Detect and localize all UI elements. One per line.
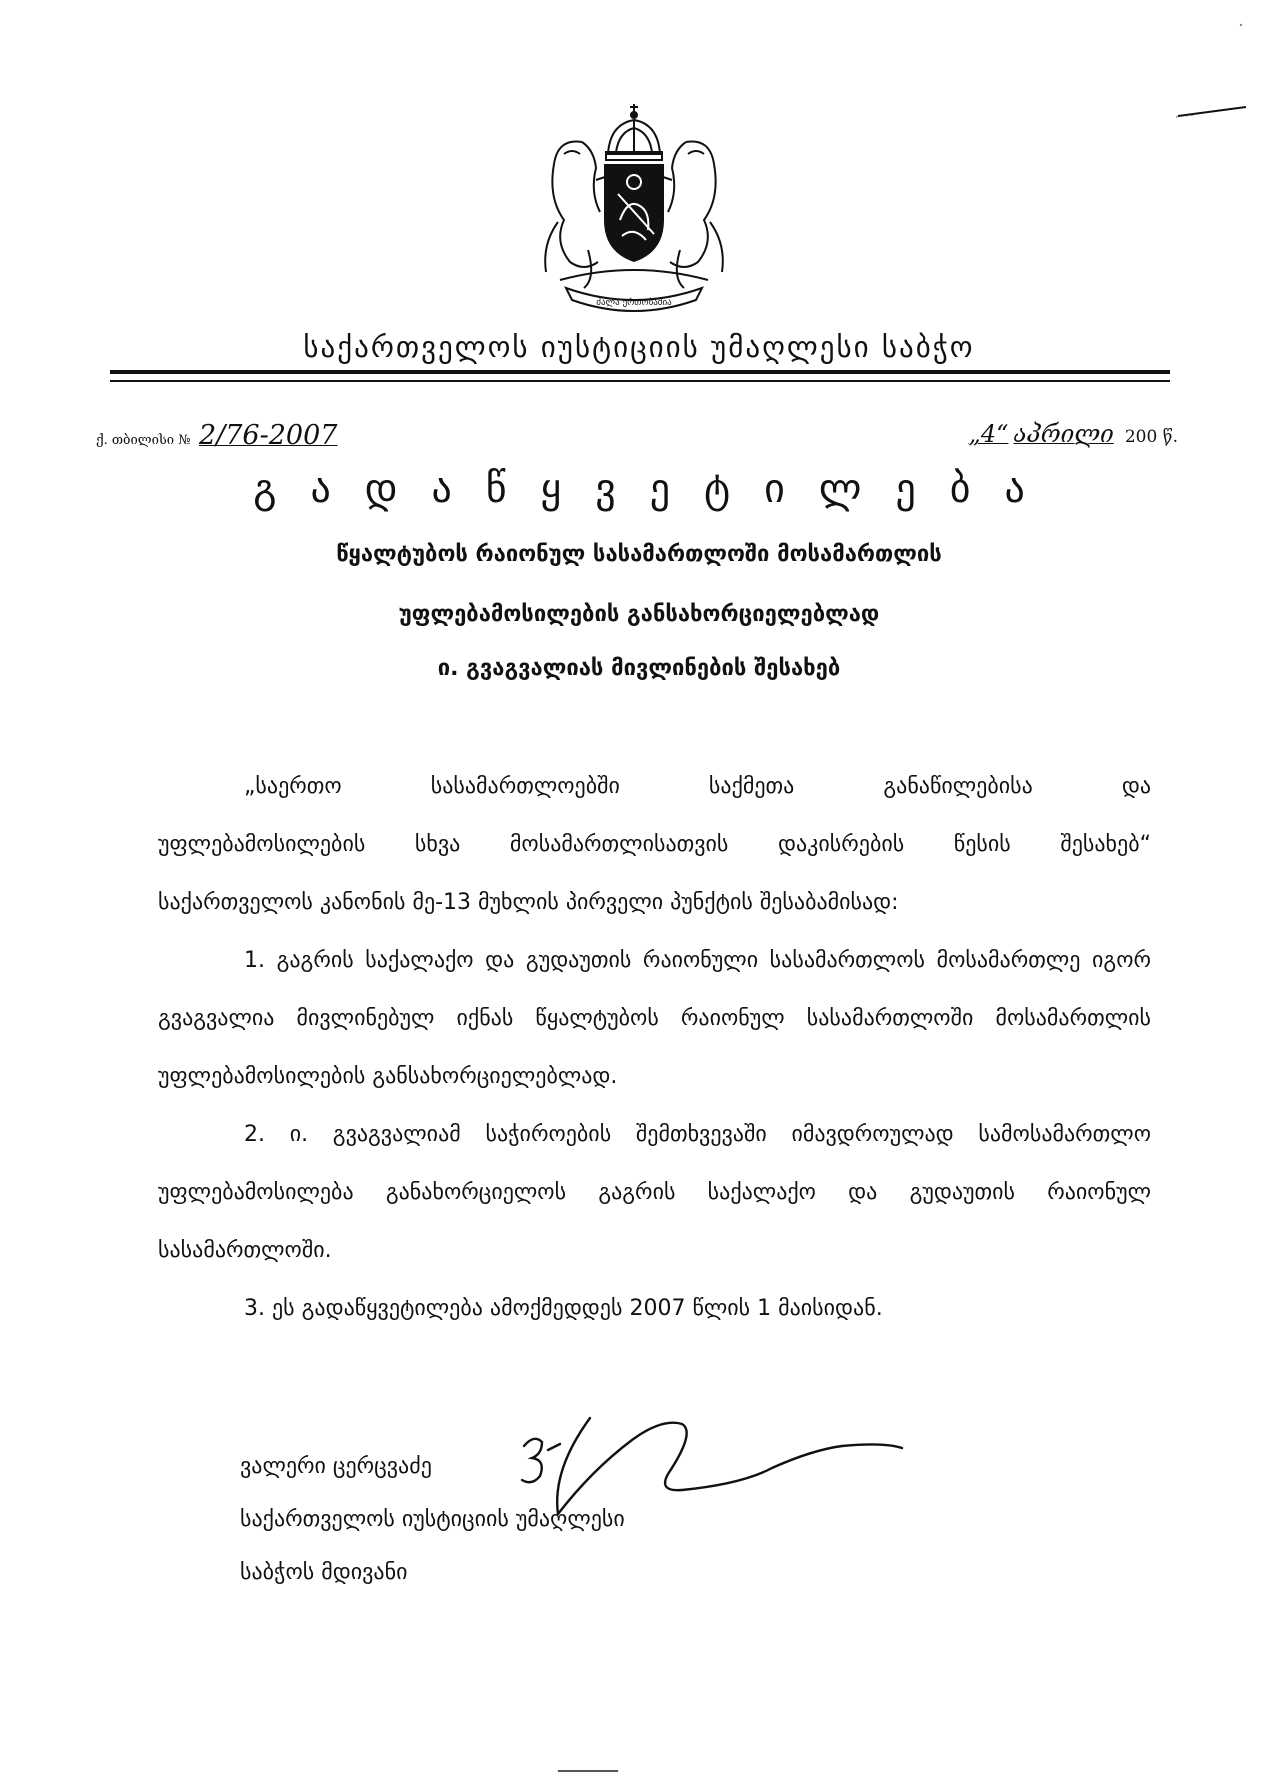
- page-bottom-mark: [558, 1770, 618, 1772]
- signatory-position-line-2: საბჭოს მდივანი: [240, 1560, 408, 1585]
- signatory-name: ვალერი ცერცვაძე: [240, 1454, 432, 1479]
- intro-line-3: საქართველოს კანონის მე-13 მუხლის პირველი პუნქტის შესაბამისად:: [158, 890, 899, 915]
- subtitle-line-2: უფლებამოსილების განსახორციელებლად: [398, 602, 880, 627]
- intro-line-2: უფლებამოსილების სხვა მოსამართლისათვის დაკისრების წესის შესახებ“: [158, 832, 1151, 857]
- document-title: გადაწყვეტილება: [253, 466, 1059, 512]
- subtitle-line-1: წყალტუბოს რაიონულ სასამართლოში მოსამართლის: [336, 542, 942, 567]
- date-month: აპრილი: [1013, 420, 1114, 448]
- scan-speck: [1238, 22, 1244, 28]
- scan-mark: [1176, 104, 1248, 118]
- reference-number: 2/76-2007: [198, 420, 338, 451]
- handwritten-signature: [512, 1410, 922, 1520]
- date-day: „4“: [968, 420, 1009, 448]
- council-name: საქართველოს იუსტიციის უმაღლესი საბჭო: [303, 330, 975, 364]
- document-body: [158, 758, 1151, 1338]
- date-line: [968, 420, 1178, 448]
- decision-item-1: 1. გაგრის საქალაქო და გუდაუთის რაიონული სასამართლოს მოსამართლე იგორ გვაგვალია მივლინებულ იქნას წყალტუბოს რაიონულ სასამართლოში მოსამართლის უფლებამოსილების განსახორციელებლად.: [158, 948, 1151, 1089]
- coat-of-arms-emblem: [524, 102, 744, 312]
- reference-label: ქ. თბილისი №: [96, 433, 191, 448]
- emblem-motto: ძალა ერთობაშია: [596, 298, 672, 308]
- signatory-position-line-1: საქართველოს იუსტიციის უმაღლესი: [240, 1507, 625, 1532]
- intro-line-1: „საერთო სასამართლოებში საქმეთა განაწილებისა და: [244, 774, 1151, 799]
- header-rule-thin: [110, 380, 1170, 382]
- subtitle-line-3: ი. გვაგვალიას მივლინების შესახებ: [437, 656, 841, 681]
- decision-item-3: 3. ეს გადაწყვეტილება ამოქმედდეს 2007 წლის 1 მაისიდან.: [244, 1296, 883, 1321]
- header-rule-thick: [110, 370, 1170, 374]
- reference-line: [96, 420, 337, 451]
- date-year: 200 წ.: [1124, 427, 1178, 447]
- decision-item-2: 2. ი. გვაგვალიამ საჭიროების შემთხვევაში იმავდროულად სამოსამართლო უფლებამოსილება განახორციელოს გაგრის საქალაქო და გუდაუთის რაიონულ სასამართლოში.: [158, 1122, 1151, 1263]
